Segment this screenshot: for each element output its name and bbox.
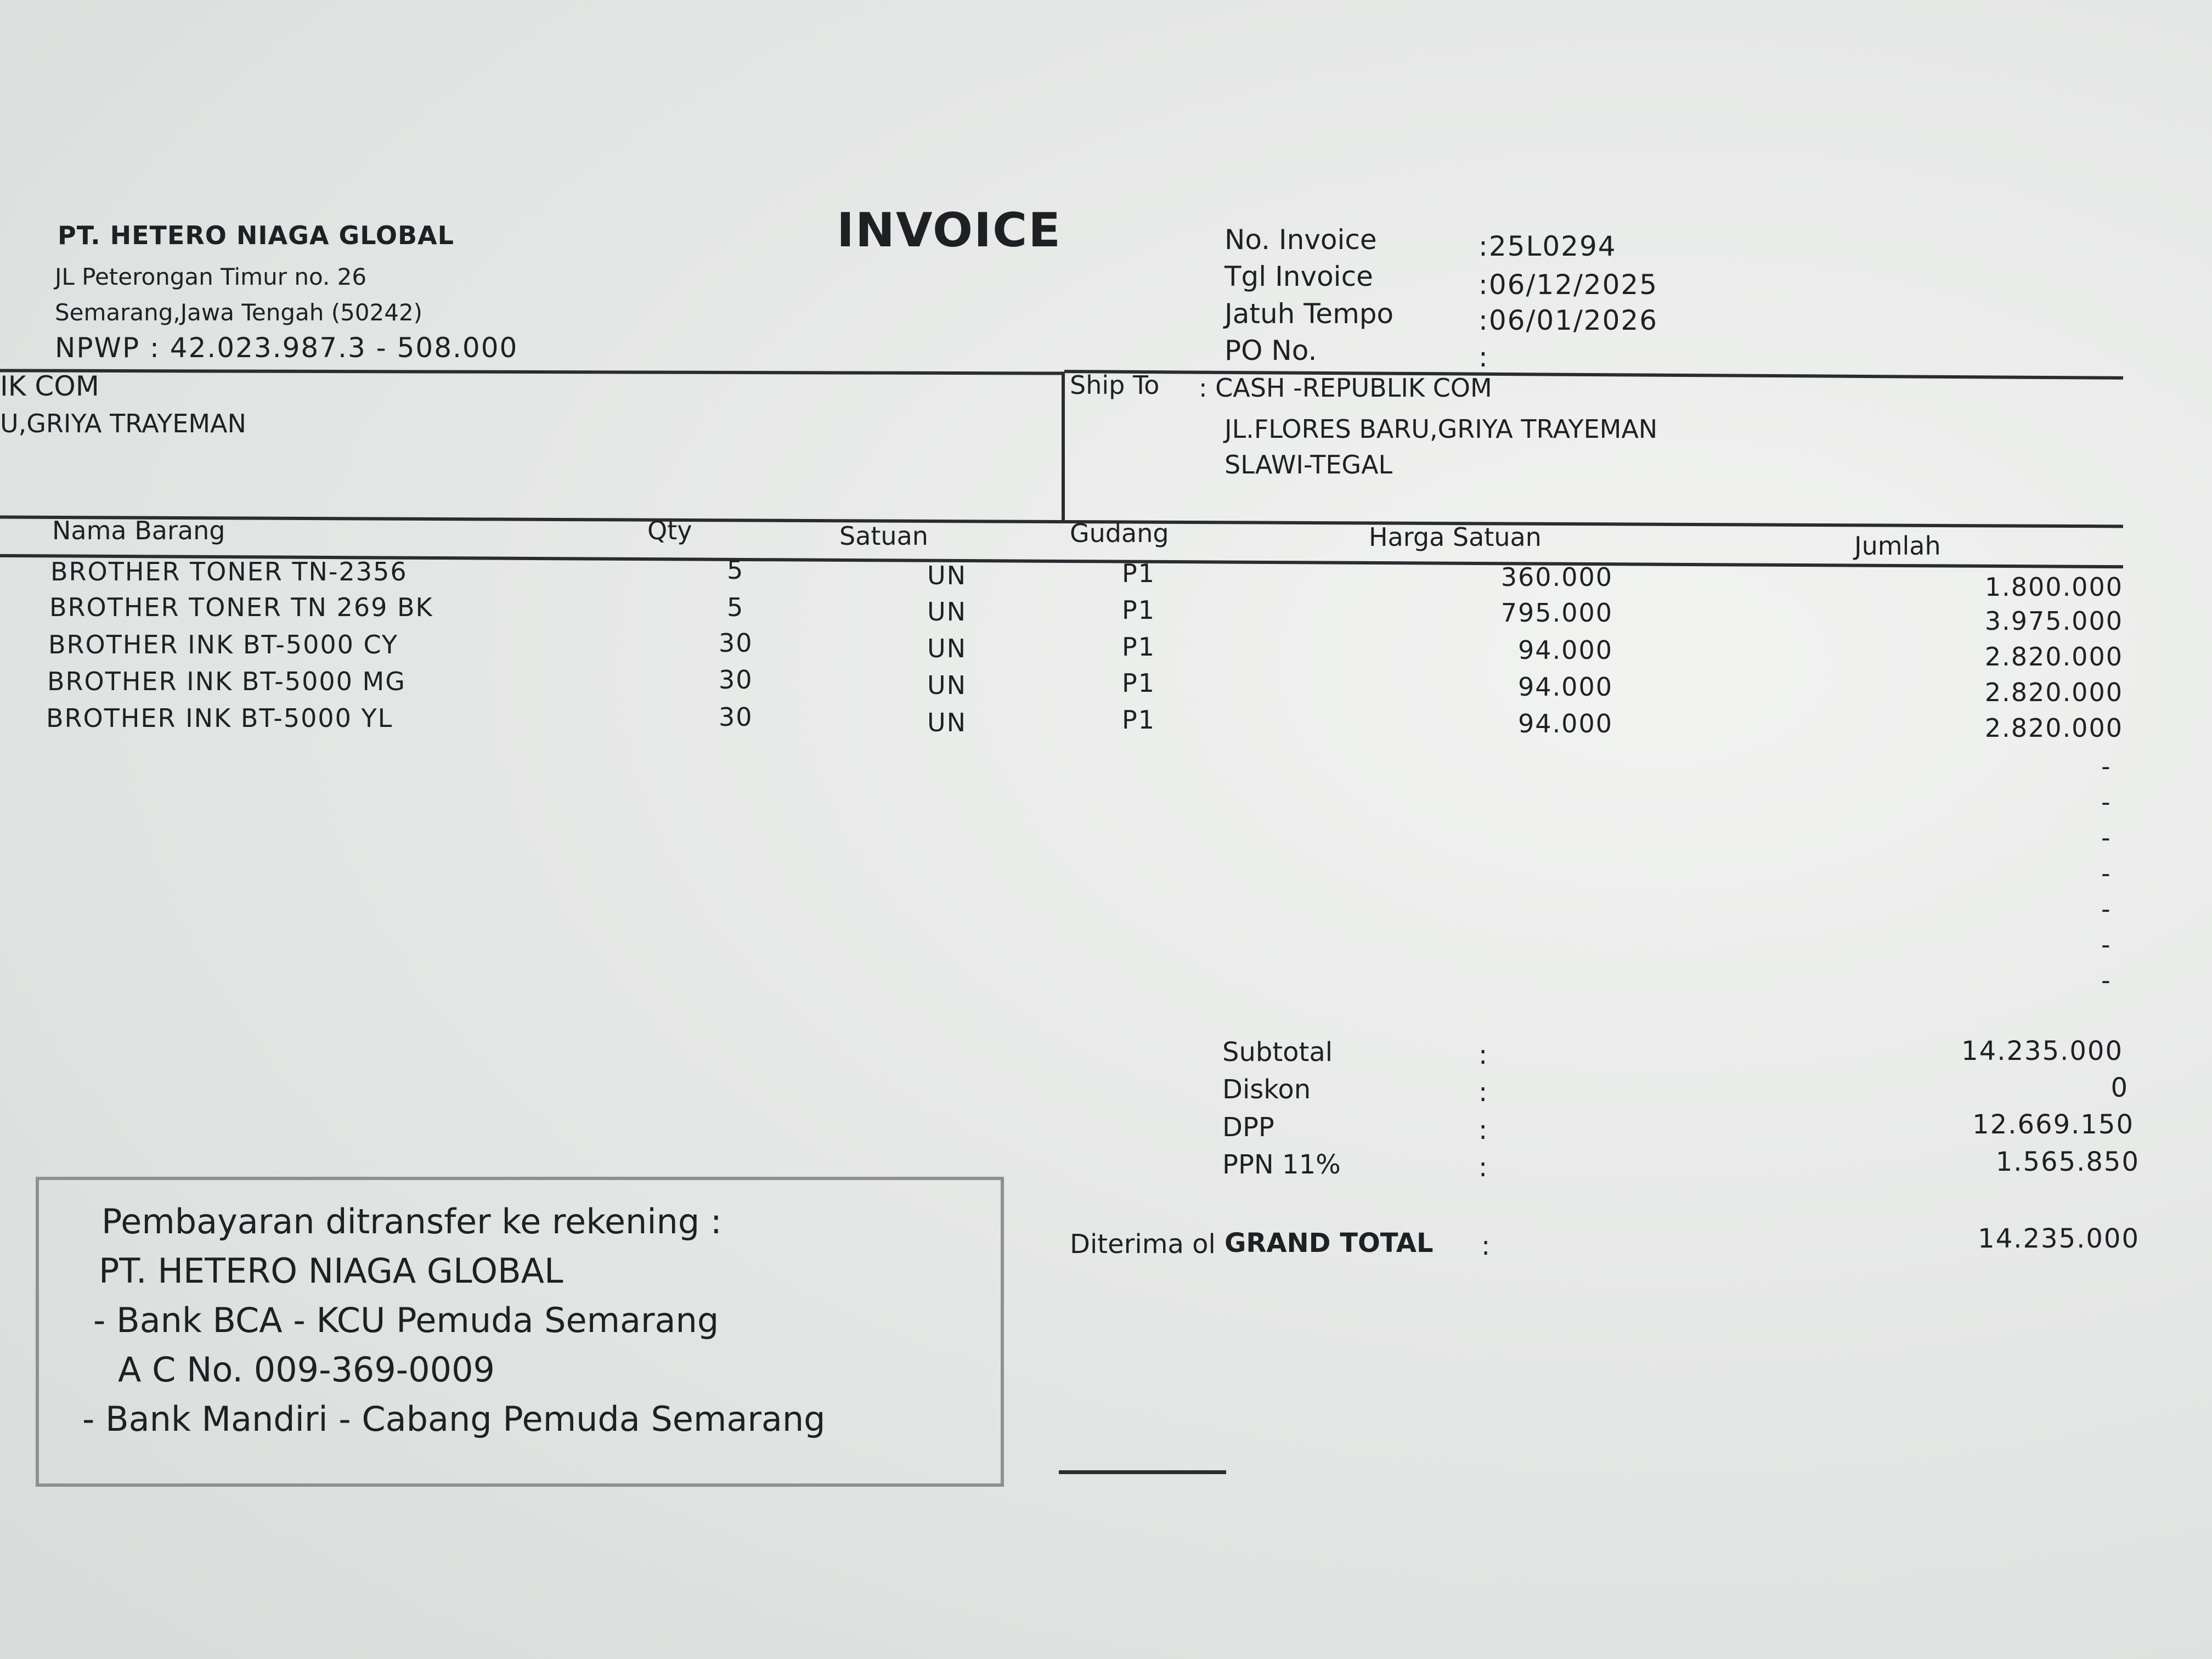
- payment-account-number: A C No. 009-369-0009: [118, 1350, 495, 1390]
- discount-value: 0: [2111, 1073, 2129, 1103]
- address-divider: [1062, 372, 1065, 523]
- meta-value-po-no: :: [1479, 341, 1489, 373]
- row-total: 2.820.000: [1984, 713, 2123, 743]
- ship-to-line-3: SLAWI-TEGAL: [1224, 450, 1393, 479]
- bill-to-line-2: U,GRIYA TRAYEMAN: [0, 409, 246, 438]
- meta-value-due-date: :06/01/2026: [1479, 304, 1658, 336]
- column-header-qty: Qty: [647, 516, 692, 545]
- grand-total-label: GRAND TOTAL: [1224, 1228, 1434, 1259]
- row-unit: UN: [927, 708, 967, 737]
- row-item: BROTHER INK BT-5000 MG: [47, 667, 406, 696]
- meta-label-invoice-no: No. Invoice: [1224, 224, 1377, 256]
- received-by-label: Diterima ol: [1070, 1229, 1216, 1260]
- row-qty: 5: [727, 555, 744, 585]
- dpp-label: DPP: [1222, 1112, 1274, 1143]
- subtotal-colon: :: [1479, 1040, 1488, 1070]
- row-item: BROTHER TONER TN 269 BK: [49, 592, 433, 622]
- empty-row-mark: -: [2101, 966, 2111, 995]
- subtotal-label: Subtotal: [1222, 1037, 1333, 1068]
- discount-colon: :: [1479, 1077, 1488, 1108]
- ship-to-line-1: : CASH -REPUBLIK COM: [1199, 373, 1492, 403]
- row-warehouse: P1: [1122, 558, 1156, 588]
- row-unit: UN: [927, 597, 967, 627]
- company-address-line-1: JL Peterongan Timur no. 26: [55, 263, 367, 290]
- column-header-item: Nama Barang: [52, 516, 225, 545]
- column-header-total: Jumlah: [1854, 531, 1941, 561]
- meta-value-invoice-no: :25L0294: [1479, 230, 1617, 262]
- ship-to-line-2: JL.FLORES BARU,GRIYA TRAYEMAN: [1224, 414, 1658, 444]
- payment-bank-bca: - Bank BCA - KCU Pemuda Semarang: [93, 1300, 719, 1340]
- row-unit: UN: [927, 634, 967, 663]
- header-divider-left: [0, 369, 1064, 375]
- row-qty: 5: [727, 592, 744, 622]
- empty-row-mark: -: [2101, 752, 2111, 781]
- row-warehouse: P1: [1122, 632, 1156, 662]
- empty-row-mark: -: [2101, 859, 2111, 888]
- company-address-line-2: Semarang,Jawa Tengah (50242): [55, 299, 423, 326]
- row-item: BROTHER INK BT-5000 YL: [46, 703, 393, 733]
- row-item: BROTHER INK BT-5000 CY: [48, 630, 398, 659]
- row-warehouse: P1: [1122, 668, 1156, 698]
- meta-value-invoice-date: :06/12/2025: [1479, 269, 1658, 301]
- empty-row-mark: -: [2101, 823, 2111, 853]
- row-total: 2.820.000: [1984, 678, 2123, 707]
- column-header-warehouse: Gudang: [1070, 518, 1169, 548]
- meta-label-invoice-date: Tgl Invoice: [1224, 261, 1373, 292]
- row-total: 1.800.000: [1984, 572, 2123, 602]
- row-price: 94.000: [1518, 635, 1613, 665]
- column-header-unit: Satuan: [839, 521, 928, 551]
- row-warehouse: P1: [1122, 705, 1156, 735]
- ppn-colon: :: [1479, 1152, 1488, 1183]
- empty-row-mark: -: [2101, 894, 2111, 924]
- bill-to-line-1: IK COM: [0, 370, 99, 402]
- discount-label: Diskon: [1222, 1074, 1311, 1105]
- subtotal-value: 14.235.000: [1961, 1036, 2123, 1066]
- company-npwp: NPWP : 42.023.987.3 - 508.000: [55, 332, 518, 364]
- ppn-value: 1.565.850: [1995, 1147, 2140, 1177]
- row-price: 94.000: [1518, 672, 1613, 702]
- row-price: 94.000: [1518, 709, 1613, 738]
- row-price: 795.000: [1500, 598, 1613, 628]
- empty-row-mark: -: [2101, 787, 2111, 817]
- row-total: 3.975.000: [1984, 606, 2123, 636]
- empty-row-mark: -: [2101, 930, 2111, 960]
- row-unit: UN: [927, 561, 967, 590]
- payment-account-name: PT. HETERO NIAGA GLOBAL: [99, 1251, 563, 1291]
- dpp-value: 12.669.150: [1972, 1109, 2134, 1140]
- document-title: INVOICE: [837, 203, 1062, 258]
- ppn-label: PPN 11%: [1222, 1149, 1341, 1180]
- meta-label-due-date: Jatuh Tempo: [1224, 298, 1394, 330]
- row-qty: 30: [719, 665, 753, 695]
- column-header-price: Harga Satuan: [1369, 522, 1542, 552]
- row-unit: UN: [927, 670, 967, 700]
- row-warehouse: P1: [1122, 595, 1156, 625]
- grand-total-value: 14.235.000: [1978, 1223, 2140, 1254]
- payment-instruction: Pembayaran ditransfer ke rekening :: [101, 1201, 722, 1242]
- ship-to-label: Ship To: [1070, 370, 1160, 400]
- payment-bank-mandiri: - Bank Mandiri - Cabang Pemuda Semarang: [82, 1399, 826, 1439]
- row-qty: 30: [719, 702, 753, 732]
- signature-line: [1059, 1470, 1226, 1474]
- row-total: 2.820.000: [1984, 642, 2123, 672]
- row-price: 360.000: [1500, 562, 1613, 592]
- dpp-colon: :: [1479, 1115, 1488, 1146]
- grand-total-colon: :: [1481, 1231, 1491, 1261]
- company-name: PT. HETERO NIAGA GLOBAL: [58, 221, 454, 250]
- meta-label-po-no: PO No.: [1224, 335, 1317, 366]
- row-qty: 30: [719, 628, 753, 658]
- row-item: BROTHER TONER TN-2356: [50, 557, 408, 586]
